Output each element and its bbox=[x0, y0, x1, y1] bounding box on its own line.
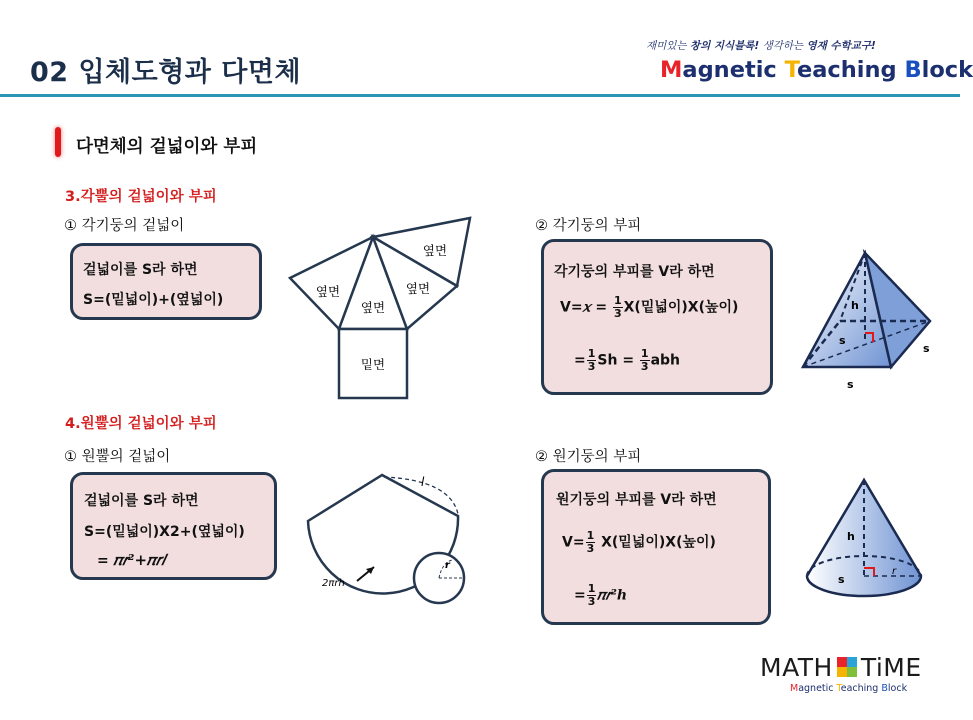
page-title: 02 입체도형과 다면체 bbox=[30, 57, 302, 88]
formula-part: abh bbox=[650, 352, 681, 369]
formula-box-cone-surface bbox=[70, 472, 277, 580]
formula-part: X(밑넓이)X(높이) bbox=[596, 534, 716, 551]
formula-line: S=(밑넓이)+(옆넓이) bbox=[83, 292, 224, 308]
figure-label: s bbox=[847, 378, 854, 391]
formula-line: 각기둥의 부피를 V라 하면 bbox=[554, 264, 715, 280]
fraction bbox=[587, 583, 597, 608]
formula-part: = bbox=[574, 352, 586, 369]
fraction-numerator: 1 bbox=[587, 582, 596, 595]
brand-logo bbox=[660, 57, 973, 83]
fraction bbox=[640, 348, 650, 373]
formula-part: 𝜋𝑟²ℎ bbox=[597, 587, 628, 604]
subsection-title-cone: 4.원뿔의 겉넓이와 부피 bbox=[65, 416, 217, 432]
figure-label: 2πrh bbox=[322, 578, 345, 589]
logo-square bbox=[847, 657, 857, 667]
fraction-numerator: 1 bbox=[587, 347, 596, 360]
fraction-denominator: 3 bbox=[586, 542, 595, 555]
header-divider bbox=[0, 94, 960, 97]
brand-part: agnetic bbox=[682, 57, 785, 83]
logo-part: TiME bbox=[860, 653, 922, 682]
figure-label: l bbox=[421, 475, 425, 489]
fraction bbox=[613, 295, 623, 320]
brand-letter: T bbox=[836, 683, 841, 694]
formula-line bbox=[574, 583, 627, 608]
brand-letter: M bbox=[790, 683, 799, 694]
logo-square bbox=[837, 657, 847, 667]
brand-part: eaching bbox=[796, 57, 905, 83]
net-label: 옆면 bbox=[315, 284, 341, 299]
tagline-part: 생각하는 bbox=[759, 40, 807, 52]
pyramid-net-diagram bbox=[280, 210, 480, 405]
formula-part: Sh = bbox=[597, 352, 639, 369]
fraction bbox=[587, 348, 597, 373]
brand-letter: B bbox=[904, 57, 922, 83]
logo-part: MATH bbox=[760, 653, 833, 682]
formula-part: V= bbox=[560, 299, 583, 316]
heading-prism-volume: ② 각기둥의 부피 bbox=[535, 218, 642, 234]
subsection-title-pyramid: 3.각뿔의 겉넓이와 부피 bbox=[65, 189, 217, 205]
heading-cone-surface: ① 원뿔의 겉넓이 bbox=[64, 449, 171, 465]
tagline-part: 재미있는 bbox=[646, 40, 690, 52]
formula-line bbox=[97, 551, 165, 569]
formula-line bbox=[562, 530, 716, 555]
net-label: 밑면 bbox=[360, 357, 386, 372]
formula-part: X(밑넓이)X(높이) bbox=[623, 299, 739, 316]
formula-line bbox=[560, 295, 738, 320]
formula-part: 𝜋𝑟²+𝜋𝑟𝑙 bbox=[113, 551, 166, 569]
brand-part: agnetic bbox=[798, 683, 837, 694]
logo-subtitle bbox=[790, 683, 907, 694]
brand-letter: T bbox=[784, 57, 797, 83]
brand-part: eaching bbox=[840, 683, 882, 694]
brand-part: lock bbox=[887, 683, 908, 694]
heading-cylinder-volume: ② 원기둥의 부피 bbox=[535, 449, 642, 465]
figure-label: s bbox=[839, 334, 846, 347]
cube-logo-icon bbox=[835, 655, 859, 679]
formula-line bbox=[574, 348, 680, 373]
figure-label: r bbox=[892, 566, 897, 577]
fraction-denominator: 3 bbox=[613, 307, 622, 320]
formula-box-cone-volume bbox=[541, 469, 771, 625]
net-label: 옆면 bbox=[422, 243, 448, 258]
logo-square bbox=[847, 667, 857, 677]
figure-label: h bbox=[847, 530, 855, 543]
figure-label: s bbox=[838, 573, 845, 586]
fraction-denominator: 3 bbox=[640, 360, 649, 373]
logo-square bbox=[837, 667, 847, 677]
brand-tagline bbox=[646, 38, 876, 53]
formula-line: S=(밑넓이)X2+(옆넓이) bbox=[84, 524, 245, 540]
cone-net-diagram bbox=[300, 468, 475, 613]
formula-part: = bbox=[574, 587, 586, 604]
tagline-part: 창의 지식블록! bbox=[689, 40, 760, 52]
fraction bbox=[586, 530, 596, 555]
cone-figure bbox=[800, 472, 945, 607]
figure-label: h bbox=[851, 299, 859, 312]
fraction-numerator: 1 bbox=[613, 294, 622, 307]
formula-line: 겉넓이를 S라 하면 bbox=[84, 493, 199, 509]
fraction-denominator: 3 bbox=[587, 595, 596, 608]
heading-prism-surface: ① 각기둥의 겉넓이 bbox=[64, 218, 185, 234]
brand-letter: M bbox=[660, 57, 683, 83]
formula-part: = bbox=[97, 553, 114, 569]
fraction-numerator: 1 bbox=[640, 347, 649, 360]
fraction-numerator: 1 bbox=[586, 529, 595, 542]
square-pyramid-figure bbox=[795, 245, 945, 395]
formula-part: 𝑥 bbox=[582, 299, 591, 316]
section-title: 다면체의 겉넓이와 부피 bbox=[76, 137, 258, 157]
formula-part: V= bbox=[562, 534, 585, 551]
section-marker bbox=[55, 127, 61, 157]
fraction-denominator: 3 bbox=[587, 360, 596, 373]
net-label: 옆면 bbox=[405, 281, 431, 296]
figure-label: s bbox=[923, 342, 930, 355]
tagline-part: 영재 수학교구! bbox=[806, 40, 876, 52]
brand-part: lock bbox=[921, 57, 973, 83]
formula-box-prism-surface bbox=[70, 243, 262, 320]
net-label: 옆면 bbox=[360, 300, 386, 315]
figure-label: r bbox=[445, 560, 450, 571]
formula-part: = bbox=[590, 299, 612, 316]
formula-line: 겉넓이를 S라 하면 bbox=[83, 262, 198, 278]
formula-box-prism-volume bbox=[541, 239, 773, 395]
formula-line: 원기둥의 부피를 V라 하면 bbox=[556, 492, 717, 508]
brand-letter: B bbox=[881, 683, 888, 694]
mathtime-logo bbox=[760, 653, 922, 682]
